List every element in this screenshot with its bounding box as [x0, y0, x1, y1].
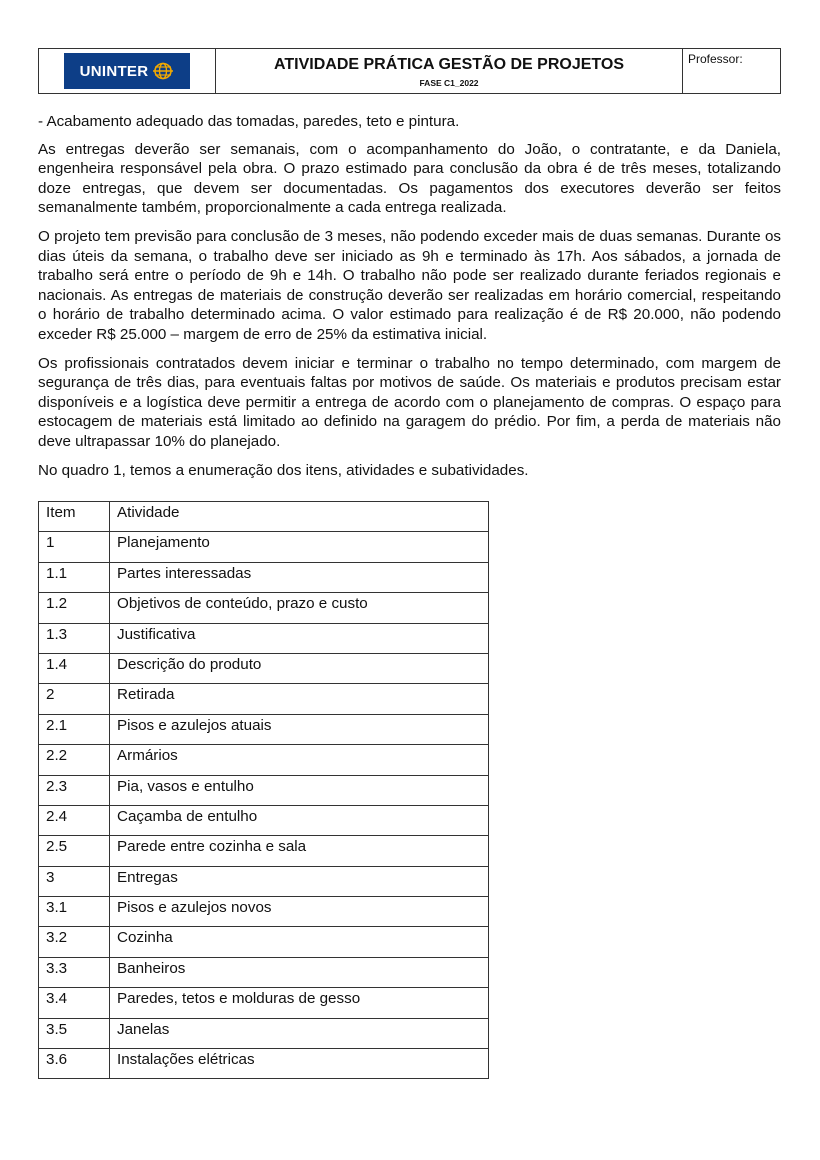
- table-row: [39, 623, 489, 653]
- activity-cell: Entregas: [110, 866, 489, 896]
- activity-cell: Banheiros: [110, 957, 489, 987]
- table-row: [39, 927, 489, 957]
- activity-cell: Planejamento: [110, 532, 489, 562]
- body-text: [38, 112, 781, 489]
- table-row: [39, 836, 489, 866]
- activity-cell: Descrição do produto: [110, 653, 489, 683]
- item-number-cell: 3.1: [39, 897, 110, 927]
- table-row: [39, 653, 489, 683]
- item-number-cell: 1.3: [39, 623, 110, 653]
- table-row: [39, 1049, 489, 1079]
- activity-cell: Paredes, tetos e molduras de gesso: [110, 988, 489, 1018]
- document-header: [38, 48, 781, 94]
- table-row: [39, 957, 489, 987]
- activity-cell: Justificativa: [110, 623, 489, 653]
- column-header-item: Item: [39, 502, 110, 532]
- activity-cell: Pisos e azulejos atuais: [110, 714, 489, 744]
- item-number-cell: 2.2: [39, 745, 110, 775]
- table-row: [39, 805, 489, 835]
- item-number-cell: 2.5: [39, 836, 110, 866]
- column-header-activity: Atividade: [110, 502, 489, 532]
- table-row: [39, 1018, 489, 1048]
- paragraph: - Acabamento adequado das tomadas, paredes, teto e pintura.: [38, 113, 460, 130]
- item-number-cell: 2.1: [39, 714, 110, 744]
- item-number-cell: 2: [39, 684, 110, 714]
- logo-text: UNINTER: [79, 62, 149, 80]
- item-number-cell: 3: [39, 866, 110, 896]
- paragraph: No quadro 1, temos a enumeração dos itens, atividades e subatividades.: [38, 461, 529, 479]
- item-number-cell: 3.2: [39, 927, 110, 957]
- table-row: [39, 897, 489, 927]
- item-number-cell: 2.4: [39, 805, 110, 835]
- activity-cell: Cozinha: [110, 927, 489, 957]
- table-row: [39, 745, 489, 775]
- paragraph: O projeto tem previsão para conclusão de 3 meses, não podendo exceder mais de duas semanas. Durante os dias úteis da semana, o trabalho deve ser iniciado as 9h e terminado às 17h. Aos sábados, a jornada de trabalho será entre o período de 9h e 14h. O trabalho não pode ser realizado durante feriados regionais e nacionais. As entregas de materiais de construção deverão ser realizadas em horário comercial, respeitando o horário de trabalho determinado acima. O valor estimado para realização é de R$ 20.000, não podendo exceder R$ 25.000 – margem de erro de 25% da estimativa inicial.: [38, 227, 781, 343]
- document-title: ATIVIDADE PRÁTICA GESTÃO DE PROJETOS: [274, 56, 624, 73]
- table-row: [39, 532, 489, 562]
- item-number-cell: 1.2: [39, 593, 110, 623]
- table-row: [39, 562, 489, 592]
- activity-cell: Retirada: [110, 684, 489, 714]
- item-number-cell: 1.1: [39, 562, 110, 592]
- professor-cell: [683, 49, 780, 93]
- item-number-cell: 3.5: [39, 1018, 110, 1048]
- table-row: [39, 866, 489, 896]
- activities-table: [38, 501, 489, 1079]
- table-row: [39, 593, 489, 623]
- title-cell: [216, 49, 683, 93]
- professor-label: Professor:: [688, 52, 743, 66]
- item-number-cell: 1.4: [39, 653, 110, 683]
- table-row: [39, 714, 489, 744]
- table-row: [39, 775, 489, 805]
- item-number-cell: 3.3: [39, 957, 110, 987]
- item-number-cell: 3.4: [39, 988, 110, 1018]
- item-number-cell: 1: [39, 532, 110, 562]
- activity-cell: Partes interessadas: [110, 562, 489, 592]
- paragraph: Os profissionais contratados devem iniciar e terminar o trabalho no tempo determinado, com margem de segurança de três dias, para eventuais faltas por motivos de saúde. Os materiais e produtos precisam estar disponíveis e a logística deve permitir a entrega de acordo com o planejamento de compras. O espaço para estocagem de materiais está limitado ao definido na garagem do prédio. Por fim, a perda de materiais não deve ultrapassar 10% do planejado.: [38, 354, 781, 450]
- activity-cell: Parede entre cozinha e sala: [110, 836, 489, 866]
- document-subtitle: FASE C1_2022: [419, 78, 479, 88]
- activity-cell: Janelas: [110, 1018, 489, 1048]
- item-number-cell: 2.3: [39, 775, 110, 805]
- paragraph: As entregas deverão ser semanais, com o acompanhamento do João, o contratante, e da Daniela, engenheira responsável pela obra. O prazo estimado para conclusão da obra é de três meses, totalizando doze entregas, que devem ser documentadas. Os pagamentos dos executores deverão ser feitos semanalmente também, proporcionalmente a cada entrega realizada.: [38, 140, 781, 217]
- table-row: [39, 988, 489, 1018]
- activity-cell: Pia, vasos e entulho: [110, 775, 489, 805]
- table-header-row: [39, 502, 489, 532]
- activity-cell: Armários: [110, 745, 489, 775]
- activity-cell: Objetivos de conteúdo, prazo e custo: [110, 593, 489, 623]
- activity-cell: Pisos e azulejos novos: [110, 897, 489, 927]
- table-row: [39, 684, 489, 714]
- globe-icon: [152, 62, 174, 80]
- uninter-logo: [64, 53, 190, 89]
- activity-cell: Caçamba de entulho: [110, 805, 489, 835]
- logo-cell: [39, 49, 216, 93]
- activity-cell: Instalações elétricas: [110, 1049, 489, 1079]
- item-number-cell: 3.6: [39, 1049, 110, 1079]
